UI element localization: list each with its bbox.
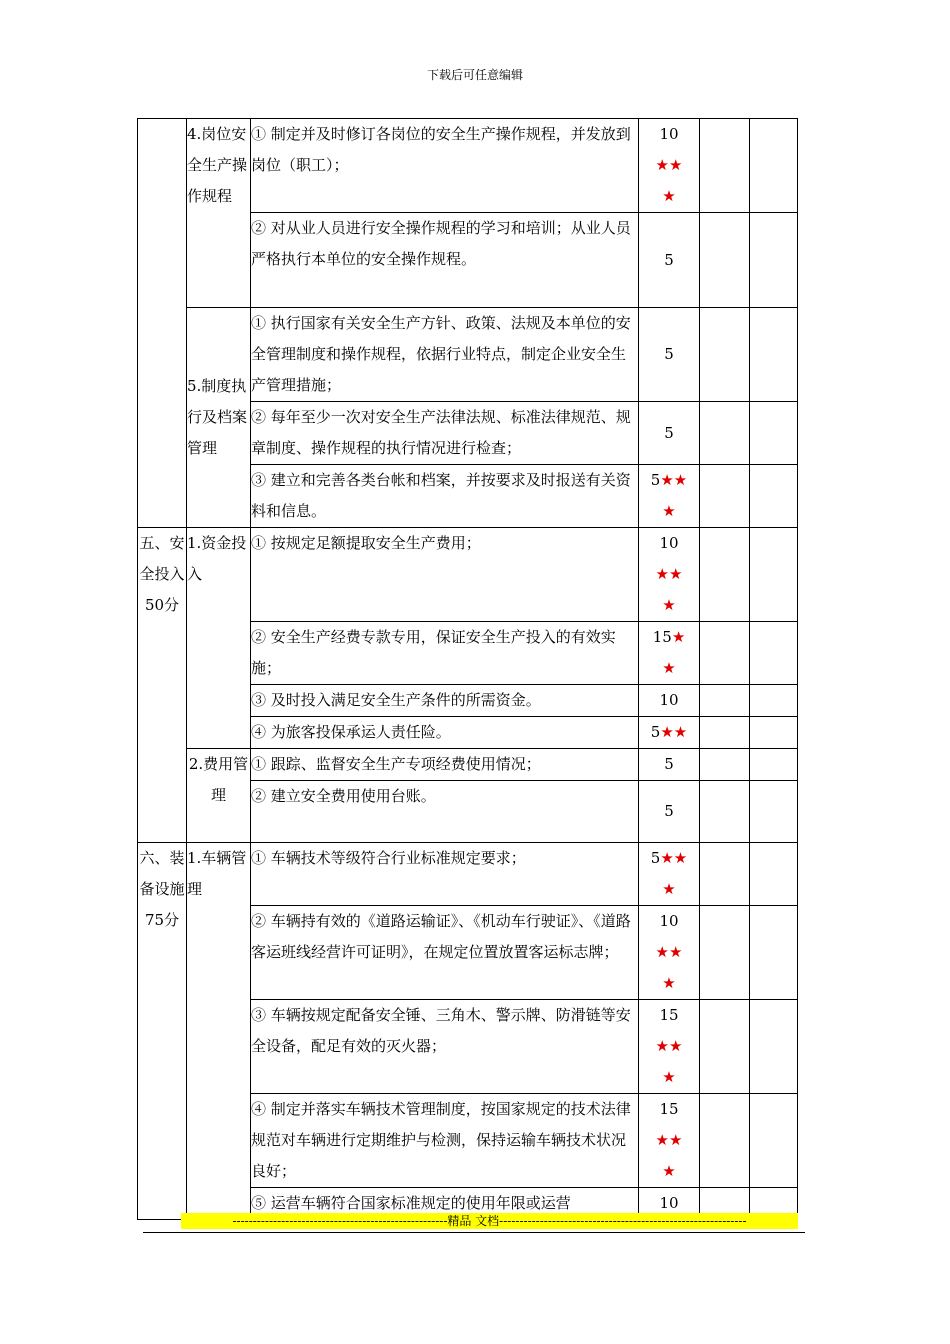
table-row	[138, 528, 798, 622]
score-cell	[700, 528, 750, 622]
score-cell	[700, 717, 750, 749]
category-cell-empty	[138, 119, 187, 528]
score-cell	[700, 308, 750, 402]
points-cell	[639, 1094, 700, 1188]
star-icon: ★★	[655, 943, 683, 961]
desc-cell: ① 执行国家有关安全生产方针、政策、法规及本单位的安全管理制度和操作规程，依据行业特点，制定企业安全生产管理措施；	[251, 308, 639, 402]
desc-cell: ② 车辆持有效的《道路运输证》、《机动车行驶证》、《道路客运班线经营许可证明》，在规定位置放置客运标志牌；	[251, 906, 639, 1000]
star-icon: ★★	[660, 471, 688, 489]
star-icon: ★	[662, 1068, 676, 1086]
score-cell	[700, 402, 750, 465]
remark-cell	[750, 717, 798, 749]
desc-cell: ④ 制定并落实车辆技术管理制度，按国家规定的技术法律规范对车辆进行定期维护与检测，保持运输车辆技术状况良好；	[251, 1094, 639, 1188]
score-cell	[700, 843, 750, 906]
star-icon: ★	[662, 596, 676, 614]
points-value: 5	[650, 723, 661, 741]
desc-cell: ④ 为旅客投保承运人责任险。	[251, 717, 639, 749]
star-icon: ★	[671, 628, 686, 646]
points-value: 10	[659, 912, 679, 930]
category-cell-safety-investment: 五、安全投入50分	[138, 528, 187, 843]
desc-cell: ③ 及时投入满足安全生产条件的所需资金。	[251, 685, 639, 717]
remark-cell	[750, 1000, 798, 1094]
page-header: 下载后可任意编辑	[426, 68, 523, 82]
star-icon: ★★	[660, 723, 688, 741]
points-cell	[639, 465, 700, 528]
remark-cell	[750, 843, 798, 906]
table-row	[138, 843, 798, 906]
desc-cell: ① 跟踪、监督安全生产专项经费使用情况；	[251, 749, 639, 781]
remark-cell	[750, 119, 798, 213]
footer-rule	[143, 1232, 805, 1233]
remark-cell	[750, 1094, 798, 1188]
score-cell	[700, 781, 750, 843]
points-cell: 5	[639, 781, 700, 843]
remark-cell	[750, 308, 798, 402]
sub-item-cell: 1.车辆管理	[187, 843, 251, 1220]
desc-cell: ① 车辆技术等级符合行业标准规定要求；	[251, 843, 639, 906]
points-value: 15	[659, 1100, 679, 1118]
remark-cell	[750, 749, 798, 781]
star-icon: ★★	[655, 1037, 683, 1055]
remark-cell	[750, 685, 798, 717]
desc-cell: ② 安全生产经费专款专用，保证安全生产投入的有效实施；	[251, 622, 639, 685]
points-value: 10	[659, 534, 679, 552]
points-cell: 10	[639, 1188, 700, 1220]
score-cell	[700, 906, 750, 1000]
star-icon: ★	[662, 502, 676, 520]
desc-cell: ⑤ 运营车辆符合国家标准规定的使用年限或运营	[251, 1188, 639, 1220]
star-icon: ★	[662, 880, 676, 898]
star-icon: ★★	[655, 565, 683, 583]
points-value: 10	[659, 125, 679, 143]
points-cell: 5	[639, 749, 700, 781]
points-cell	[639, 622, 700, 685]
star-icon: ★	[662, 1162, 676, 1180]
desc-cell: ② 每年至少一次对安全生产法律法规、标准法律规范、规章制度、操作规程的执行情况进行检查；	[251, 402, 639, 465]
sub-item-cell: 1.资金投入	[187, 528, 251, 749]
score-cell	[700, 749, 750, 781]
score-cell	[700, 622, 750, 685]
remark-cell	[750, 402, 798, 465]
desc-cell: ② 建立安全费用使用台账。	[251, 781, 639, 843]
table-row	[138, 119, 798, 213]
remark-cell	[750, 465, 798, 528]
star-icon: ★	[662, 974, 676, 992]
desc-cell: ① 按规定足额提取安全生产费用；	[251, 528, 639, 622]
points-value: 5	[650, 849, 661, 867]
score-cell	[700, 1000, 750, 1094]
sub-item-cell: 5.制度执行及档案管理	[187, 308, 251, 528]
points-cell: 5	[639, 308, 700, 402]
remark-cell	[750, 528, 798, 622]
points-value: 5	[650, 471, 661, 489]
remark-cell	[750, 781, 798, 843]
points-value: 15	[659, 1006, 679, 1024]
points-cell: 5	[639, 213, 700, 308]
points-cell	[639, 843, 700, 906]
table-row	[138, 749, 798, 781]
points-cell: 5	[639, 402, 700, 465]
sub-item-cell: 2.费用管理	[187, 749, 251, 843]
points-cell	[639, 119, 700, 213]
star-icon: ★★	[655, 156, 683, 174]
score-cell	[700, 465, 750, 528]
safety-score-table	[137, 118, 798, 1220]
points-cell: 10	[639, 685, 700, 717]
page-footer: -----------------------------------------------------精品 文档-------------------------------------------------------------	[181, 1213, 798, 1229]
category-cell-equipment: 六、装备设施75分	[138, 843, 187, 1220]
remark-cell	[750, 213, 798, 308]
table-row	[138, 308, 798, 402]
desc-cell: ③ 车辆按规定配备安全锤、三角木、警示牌、防滑链等安全设备，配足有效的灭火器；	[251, 1000, 639, 1094]
remark-cell	[750, 906, 798, 1000]
star-icon: ★★	[660, 849, 688, 867]
points-cell	[639, 717, 700, 749]
score-cell	[700, 685, 750, 717]
desc-cell: ① 制定并及时修订各岗位的安全生产操作规程，并发放到岗位（职工）；	[251, 119, 639, 213]
points-value: 15	[652, 628, 672, 646]
desc-cell: ③ 建立和完善各类台帐和档案，并按要求及时报送有关资料和信息。	[251, 465, 639, 528]
score-cell	[700, 1094, 750, 1188]
star-icon: ★★	[655, 1131, 683, 1149]
sub-item-cell: 4.岗位安全生产操作规程	[187, 119, 251, 308]
points-cell	[639, 906, 700, 1000]
star-icon: ★	[662, 659, 676, 677]
remark-cell	[750, 622, 798, 685]
score-cell	[700, 119, 750, 213]
score-cell	[700, 213, 750, 308]
points-cell	[639, 1000, 700, 1094]
desc-cell: ② 对从业人员进行安全操作规程的学习和培训；从业人员严格执行本单位的安全操作规程。	[251, 213, 639, 308]
points-cell	[639, 528, 700, 622]
star-icon: ★	[662, 187, 676, 205]
